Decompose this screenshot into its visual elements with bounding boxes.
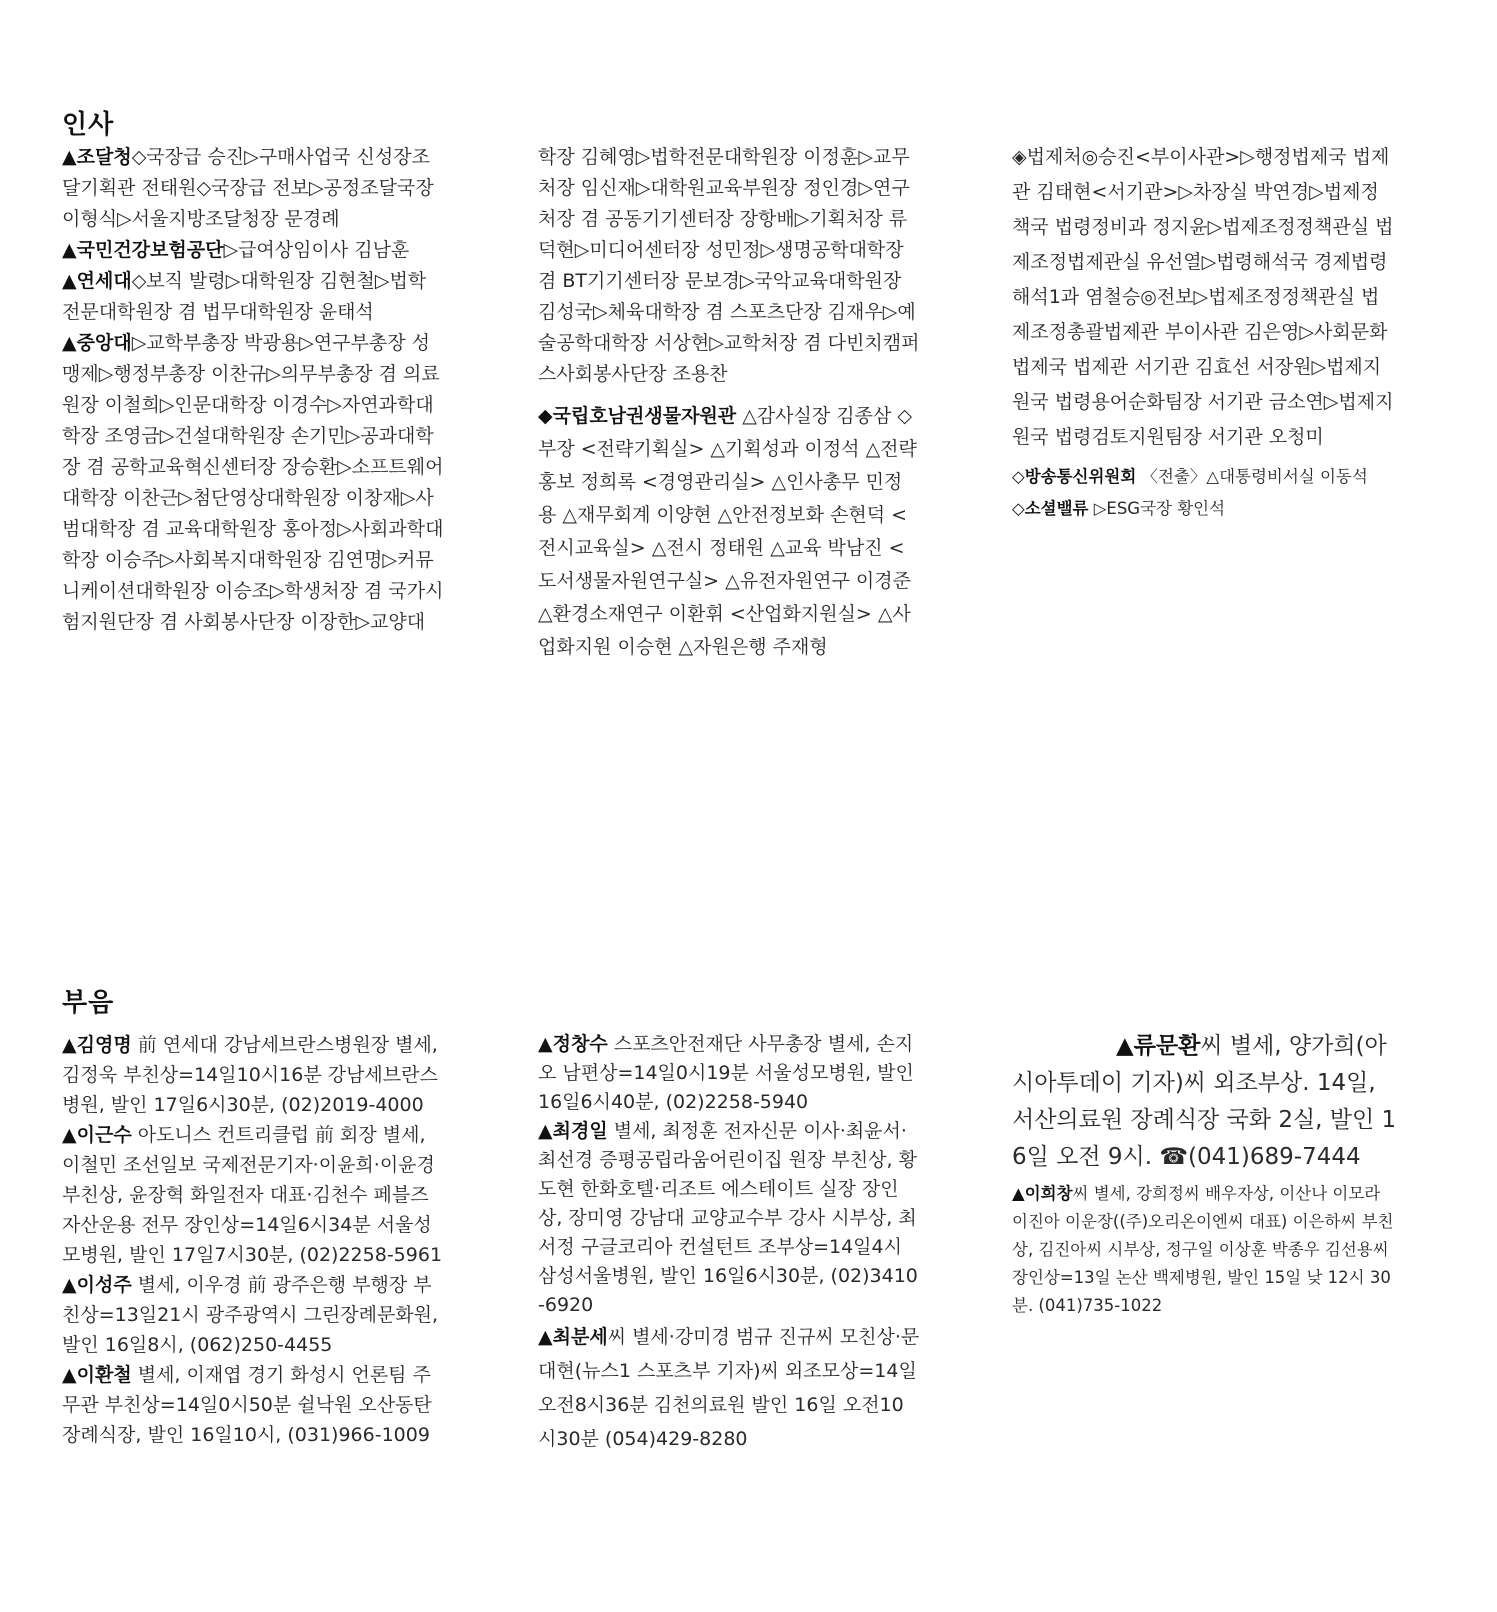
org-name: ◆국립호남권생물자원관: [538, 405, 737, 427]
list-item: [538, 400, 920, 664]
item-text: ▷급여상임이사 김남훈: [223, 239, 410, 261]
item-text: 아도니스 컨트리클럽 前 회장 별세, 이철민 조선일보 국제전문기자·이윤희·이윤경 부친상, 윤장혁 화일전자 대표·김천수 페블즈자산운용 전무 장인상=14일6시34분 서울성모병원, 발인 17일7시30분, (02)2258-5961: [62, 1124, 443, 1266]
list-item: [1012, 1028, 1397, 1176]
list-item: [538, 142, 920, 390]
item-text: 씨 별세, 양가희(아시아투데이 기자)씨 외조부상. 14일, 서산의료원 장례식장 국화 2실, 발인 16일 오전 9시. ☎(041)689-7444: [1012, 1033, 1397, 1170]
section-title-bueum: 부음: [62, 988, 115, 1018]
list-item: [538, 1117, 920, 1320]
list-item: [62, 266, 444, 328]
item-text: ▷ESG국장 황인석: [1088, 499, 1226, 518]
item-text: 학장 김혜영▷법학전문대학원장 이정훈▷교무처장 임신재▷대학원교육부원장 정인경▷연구처장 겸 공동기기센터장 장항배▷기획처장 류덕현▷미디어센터장 성민정▷생명공학대학장 겸 BT기기센터장 문보경▷국악교육대학원장 김성국▷체육대학장 겸 스포츠단장 김재우▷예술공학대학장 서상현▷교학처장 겸 다빈치캠퍼스사회봉사단장 조용찬: [538, 146, 920, 385]
org-name: ▲중앙대: [62, 332, 132, 354]
list-item: [62, 1030, 444, 1120]
section-title-insa: 인사: [62, 110, 115, 140]
list-item: [1012, 1180, 1397, 1320]
list-item: [538, 1320, 920, 1456]
list-item: [62, 142, 444, 235]
list-item: [62, 1360, 444, 1450]
deceased-name: ▲정창수: [538, 1033, 608, 1055]
deceased-name: ▲이환철: [62, 1364, 132, 1386]
item-text: ▷교학부총장 박광용▷연구부총장 성맹제▷행정부총장 이찬규▷의무부총장 겸 의료원장 이철희▷인문대학장 이경수▷자연과학대학장 조영금▷건설대학원장 손기민▷공과대학장 겸 공학교육혁신센터장 장승환▷소프트웨어대학장 이찬근▷첨단영상대학원장 이창재▷사범대학장 겸 교육대학원장 홍아정▷사회과학대학장 이승주▷사회복지대학원장 김연명▷커뮤니케이션대학원장 이승조▷학생처장 겸 국가시험지원단장 겸 사회봉사단장 이장한▷교양대: [62, 332, 444, 633]
deceased-name: ▲최분세: [538, 1326, 608, 1348]
item-text: 씨 별세·강미경 범규 진규씨 모친상·문대현(뉴스1 스포츠부 기자)씨 외조모상=14일 오전8시36분 김천의료원 발인 16일 오전10시30분 (054)429-8280: [538, 1326, 920, 1450]
item-text: 별세, 이재엽 경기 화성시 언론팀 주무관 부친상=14일0시50분 쉴낙원 오산동탄장례식장, 발인 16일10시, (031)966-1009: [62, 1364, 432, 1446]
deceased-name: ▲이근수: [62, 1124, 132, 1146]
list-item: [538, 1030, 920, 1117]
bueum-column-3: [1012, 1028, 1397, 1320]
item-text: 스포츠안전재단 사무총장 별세, 손지오 남편상=14일0시19분 서울성모병원, 발인 16일6시40분, (02)2258-5940: [538, 1033, 914, 1113]
list-item: [62, 1270, 444, 1360]
item-text: 별세, 이우경 前 광주은행 부행장 부친상=13일21시 광주광역시 그린장례문화원, 발인 16일8시, (062)250-4455: [62, 1274, 439, 1356]
item-text: 별세, 최정훈 전자신문 이사·최윤서·최선경 증평공립라움어린이집 원장 부친상, 황도현 한화호텔·리조트 에스테이트 실장 장인상, 장미영 강남대 교양교수부 강사 시부상, 최서정 구글코리아 컨설턴트 조부상=14일4시 삼성서울병원, 발인 16일6시30분, (02)3410-6920: [538, 1120, 918, 1316]
list-item: [1012, 461, 1397, 493]
item-text: △감사실장 김종삼 ◇부장 <전략기획실> △기획성과 이정석 △전략홍보 정희록 <경영관리실> △인사총무 민정용 △재무회계 이양현 △안전정보화 손현덕 <전시교육실> △전시 정태원 △교육 박남진 <도서생물자원연구실> △유전자원연구 이경준 △환경소재연구 이환휘 <산업화지원실> △사업화지원 이승현 △자원은행 주재형: [538, 405, 917, 658]
list-item: [62, 328, 444, 638]
item-text: ◇보직 발령▷대학원장 김현철▷법학전문대학원장 겸 법무대학원장 윤태석: [62, 270, 427, 323]
org-name: ▲연세대: [62, 270, 132, 292]
bueum-column-2: [538, 1030, 920, 1456]
item-text: 前 연세대 강남세브란스병원장 별세, 김정욱 부친상=14일10시16분 강남세브란스병원, 발인 17일6시30분, (02)2019-4000: [62, 1034, 438, 1116]
item-text: 〈전출〉△대통령비서실 이동석: [1136, 467, 1368, 486]
org-name: ▲국민건강보험공단: [62, 239, 224, 261]
item-text: 씨 별세, 강희정씨 배우자상, 이산나 이모라 이진아 이운장((주)오리온이엔씨 대표) 이은하씨 부친상, 김진아씨 시부상, 정구일 이상훈 박종우 김선용씨 장인상=13일 논산 백제병원, 발인 15일 낮 12시 30분. (041)735-1022: [1012, 1184, 1394, 1315]
list-item: [1012, 493, 1397, 525]
deceased-name: ▲최경일: [538, 1120, 608, 1142]
deceased-name: ▲이희창: [1012, 1184, 1073, 1203]
deceased-name: ▲김영명: [62, 1034, 132, 1056]
item-text: ◇국장급 승진▷구매사업국 신성장조달기획관 전태원◇국장급 전보▷공정조달국장 이형식▷서울지방조달청장 문경례: [62, 146, 434, 230]
item-text: ◈법제처◎승진<부이사관>▷행정법제국 법제관 김태현<서기관>▷차장실 박연경▷법제정책국 법령정비과 정지윤▷법제조정정책관실 법제조정법제관실 유선열▷법령해석국 경제법령해석1과 염철승◎전보▷법제조정정책관실 법제조정총괄법제관 부이사관 김은영▷사회문화법제국 법제관 서기관 김효선 서장원▷법제지원국 법령용어순화팀장 서기관 금소연▷법제지원국 법령검토지원팀장 서기관 오청미: [1012, 146, 1394, 448]
insa-column-2: [538, 142, 920, 670]
insa-column-1: [62, 142, 444, 644]
org-name: ◇소셜밸류: [1012, 499, 1089, 518]
org-name: ◇방송통신위원회: [1012, 467, 1137, 486]
org-name: ▲조달청: [62, 146, 132, 168]
deceased-name: ▲류문환: [1116, 1033, 1201, 1059]
list-item: [62, 235, 444, 266]
list-item: [1012, 140, 1397, 455]
insa-column-3: [1012, 140, 1397, 525]
list-item: [62, 1120, 444, 1270]
deceased-name: ▲이성주: [62, 1274, 132, 1296]
bueum-column-1: [62, 1030, 444, 1450]
